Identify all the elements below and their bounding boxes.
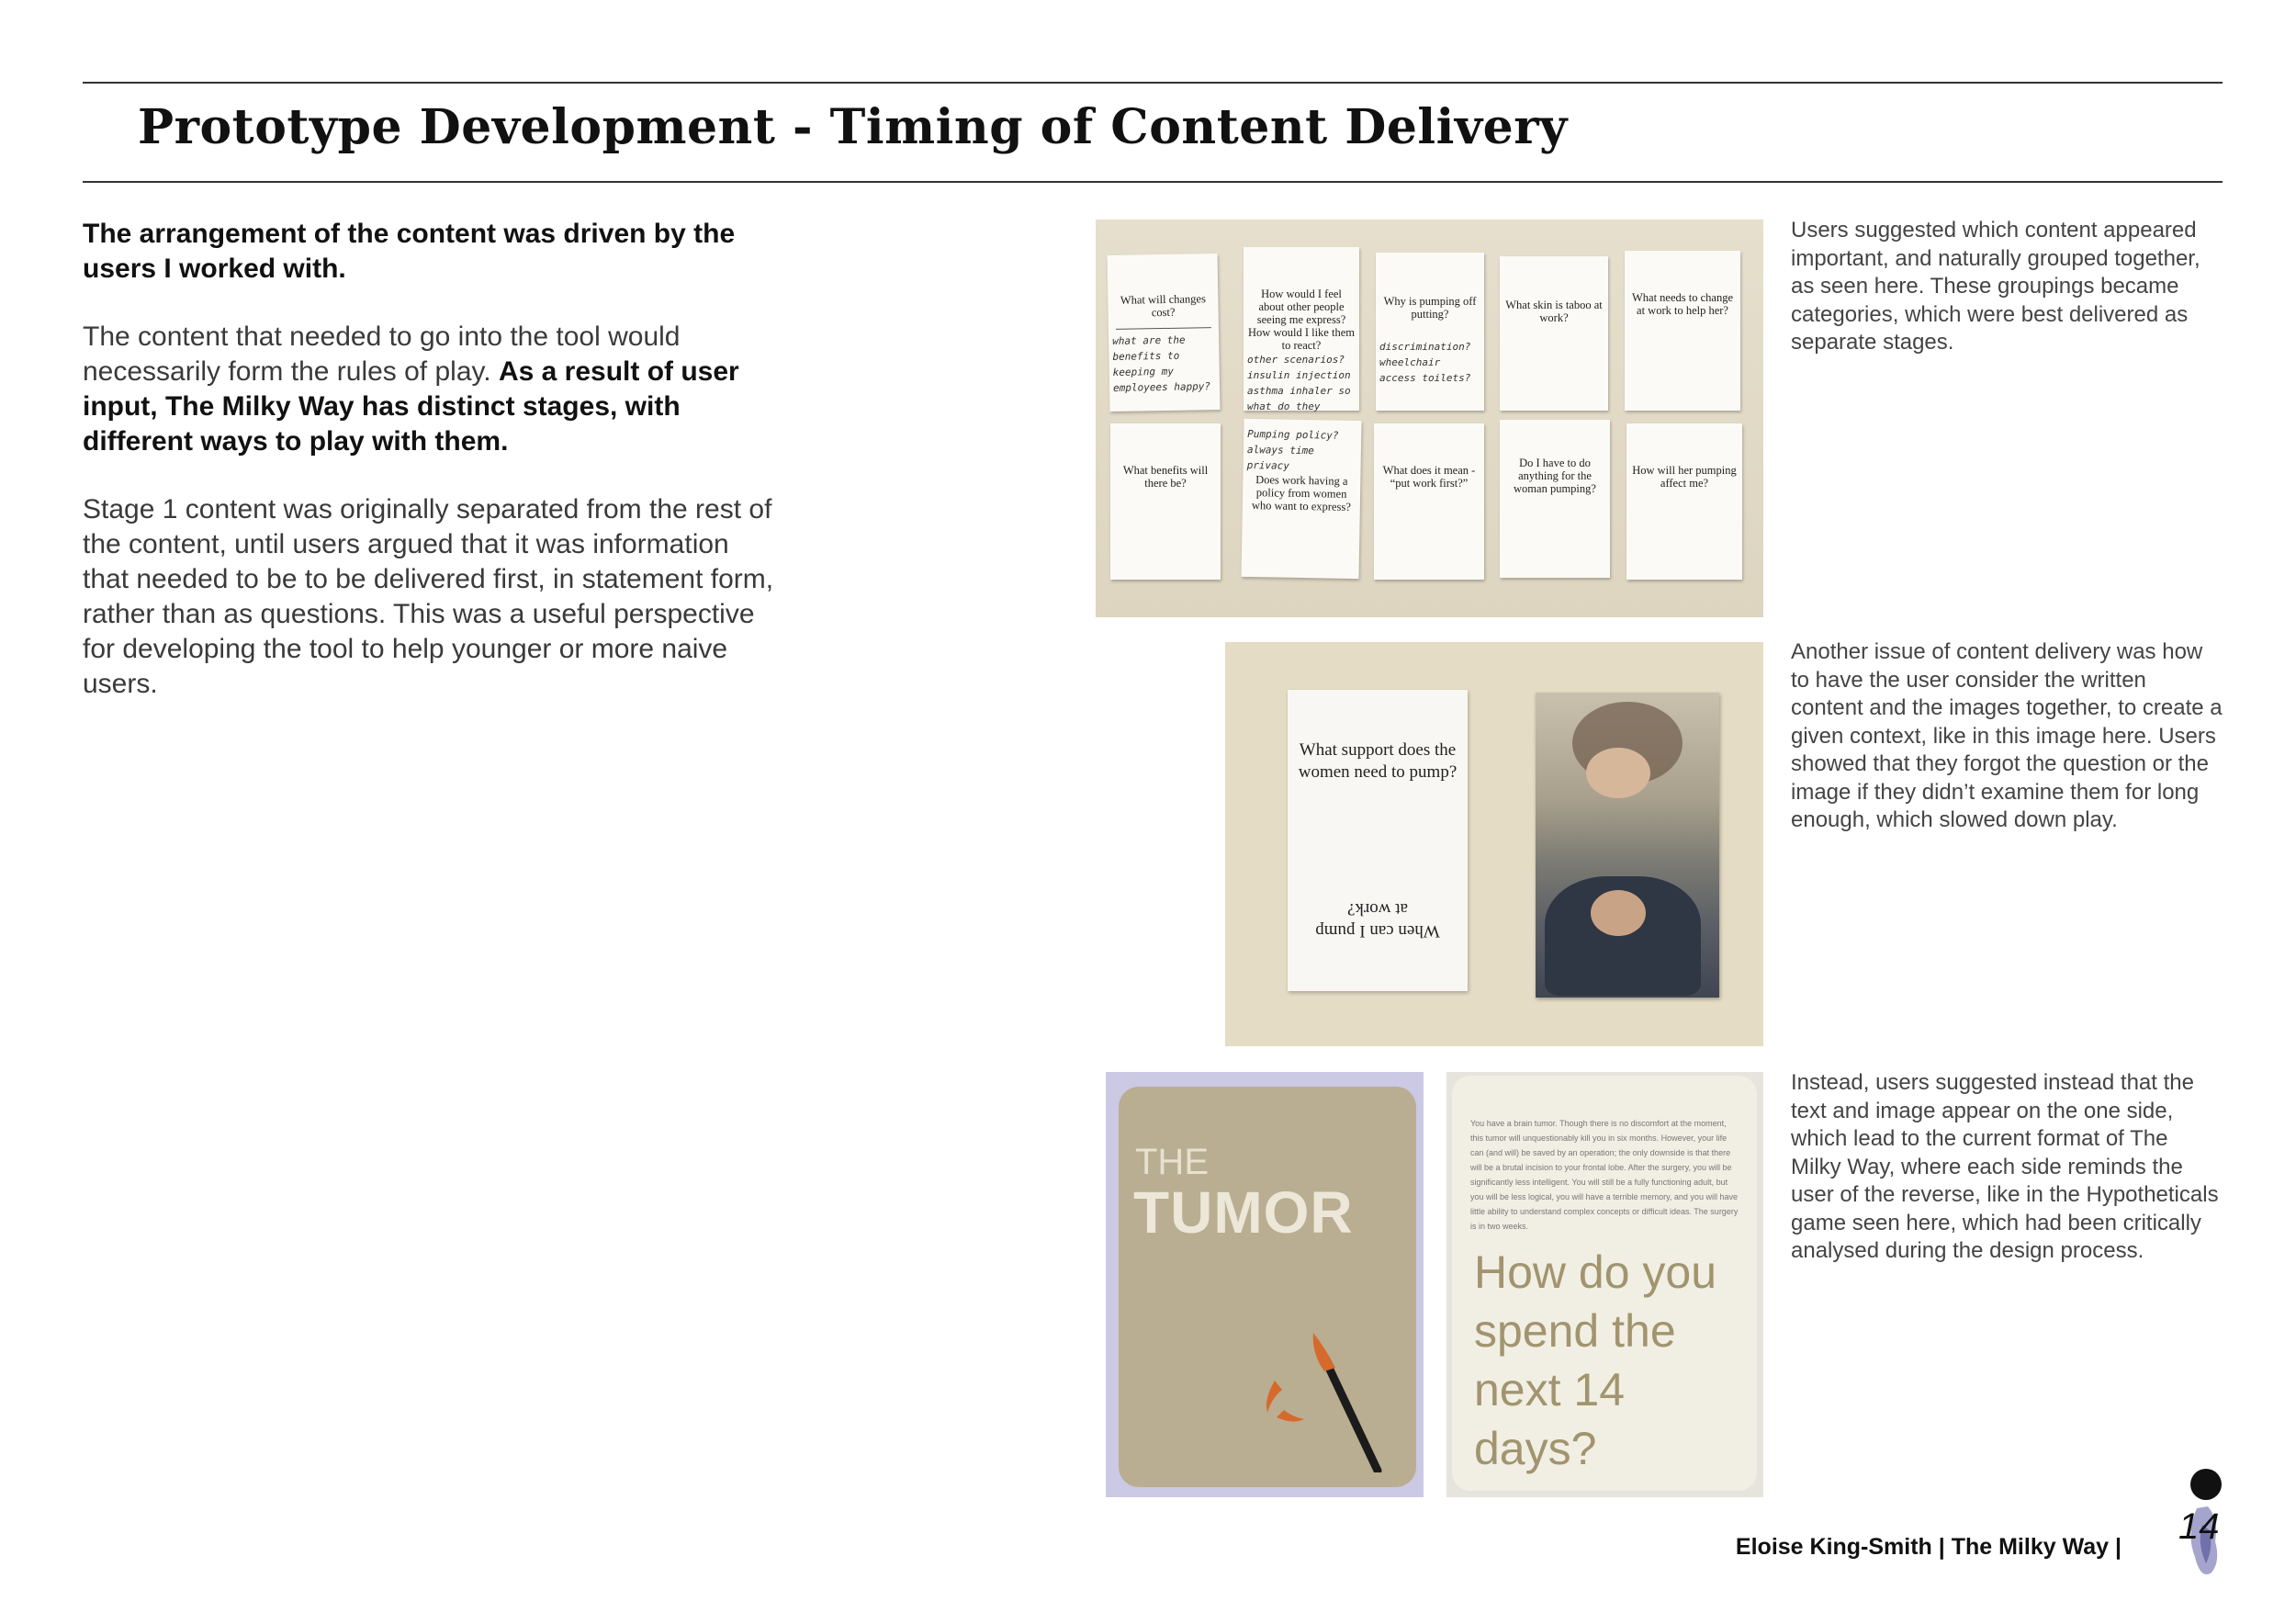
wall-card: What will changes cost? what are the benefits to keeping my employees happy? <box>1108 254 1221 412</box>
photo-card-wall <box>1096 220 1763 617</box>
wall-card: How would I feel about other people seeing me express? How would I like them to react? other scenarios? insulin injection asthma inhaler so what do they <box>1244 247 1359 411</box>
wall-card: How will her pumping affect me? <box>1626 423 1742 580</box>
wall-card: What does it mean - “put work first?” <box>1374 423 1484 580</box>
caption-1: Users suggested which content appeared important, and naturally grouped together, as seen here. These groupings became categories, which were best delivered as separate stages. <box>1791 218 2200 355</box>
wall-card: What needs to change at work to help her? <box>1625 251 1740 411</box>
wall-card: Pumping policy? always time privacy Does work having a policy from women who want to express? <box>1242 419 1362 579</box>
tumor-question: How do you spend the next 14 days? <box>1474 1246 1717 1474</box>
body-paragraph-2-bold: As a result of user input, The Milky Way has distinct stages, with different ways to play with them. <box>83 356 739 457</box>
footer-credit: Eloise King-Smith | The Milky Way | <box>1735 1534 2122 1560</box>
wall-card: What skin is taboo at work? <box>1500 256 1608 411</box>
photo-card-and-image <box>1225 642 1763 1046</box>
wall-card: Do I have to do anything for the woman pumping? <box>1500 420 1610 578</box>
wall-card: Why is pumping off putting? discrimination? wheelchair access toilets? <box>1376 253 1484 411</box>
page-title: Prototype Development - Timing of Content Delivery <box>138 99 1568 155</box>
body-text <box>83 217 781 735</box>
body-paragraph-2-plain: The content that needed to go into the tool would necessarily form the rules of play. <box>83 321 681 387</box>
tumor-card-back <box>1452 1076 1757 1491</box>
tumor-card-front <box>1119 1087 1416 1487</box>
photo-tumor-card-front <box>1106 1072 1424 1497</box>
scalpel-icon <box>1256 1316 1403 1472</box>
photo-tumor-card-back <box>1446 1072 1763 1497</box>
title-rule <box>83 181 2223 183</box>
question-card <box>1288 690 1468 991</box>
body-paragraph-lead: The arrangement of the content was driven by the users I worked with. <box>83 219 736 284</box>
caption-2: Another issue of content delivery was how to have the user consider the written content and the images together, to create a given context, like in this image here. Users showed that they forgot the question or the image if they didn’t examine them for long enough, which slowed down play. <box>1791 639 2223 832</box>
caption-3: Instead, users suggested instead that the text and image appear on the one side, which lead to the current format of The Milky Way, where each side reminds the user of the reverse, like in the Hypotheticals game seen here, which had been critically analysed during the design process. <box>1791 1070 2219 1263</box>
top-rule <box>83 82 2223 84</box>
page-number: 14 <box>2178 1506 2220 1547</box>
tumor-word-the: THE <box>1135 1142 1209 1182</box>
question-card-front: What support does the women need to pump? <box>1298 740 1458 782</box>
tumor-scenario-text: You have a brain tumor. Though there is no discomfort at the moment, this tumor will unquestionably kill you in six months. However, your life can (and will) be saved by an operation; the only downside is that there will be a brutal incision to your frontal lobe. After the surgery, you will be significantly less intelligent. You will still be a fully functioning adult, but you will be less logical, you will have a terrible memory, and you will have little ability to understand complex concepts or difficult ideas. The surgery is in two weeks. <box>1470 1119 1739 1231</box>
tumor-word-tumor: TUMOR <box>1133 1179 1354 1246</box>
person-photograph <box>1536 693 1719 998</box>
body-paragraph-3: Stage 1 content was originally separated from the rest of the content, until users argued that it was information that needed to be to be delivered first, in statement form, rather than as questions. This was a useful perspective for developing the tool to help younger or more naive users. <box>83 494 774 699</box>
wall-card: What benefits will there be? <box>1110 423 1221 580</box>
question-card-back: When can I pump at work? <box>1315 899 1440 941</box>
body-paragraph-2 <box>83 320 781 459</box>
